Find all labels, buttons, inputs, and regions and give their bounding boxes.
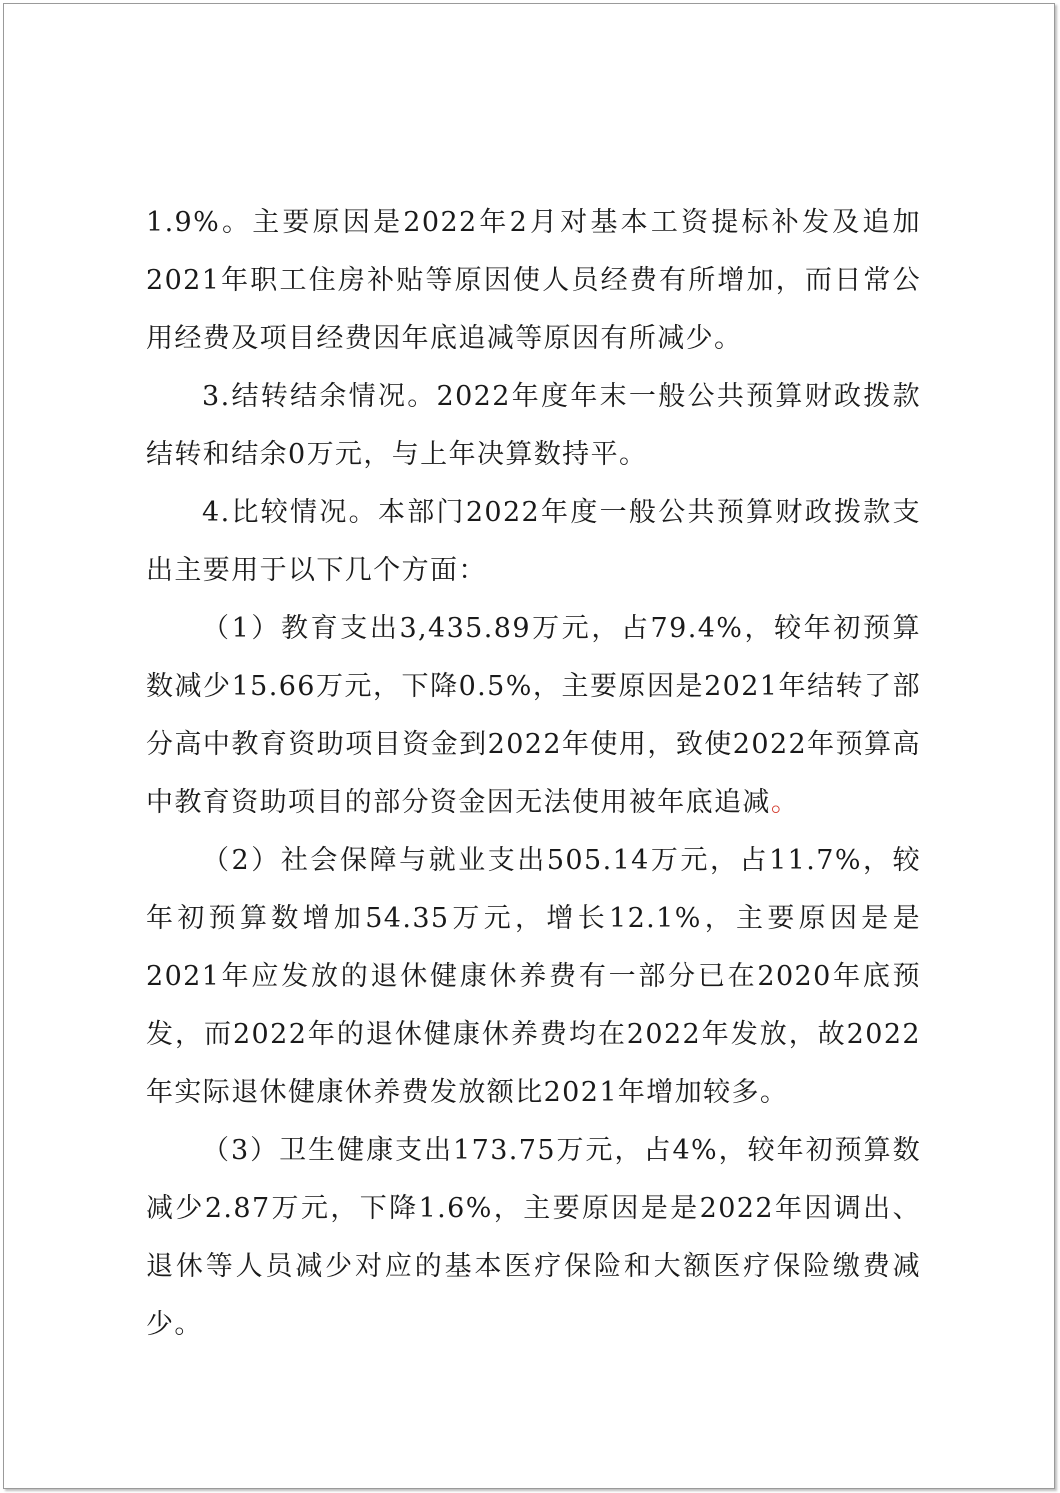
paragraph-social-security-expenditure: （2）社会保障与就业支出505.14万元，占11.7%，较年初预算数增加54.35万元，增长12.1%，主要原因是是2021年应发放的退休健康休养费有一部分已在2020年底预发，而2022年的退休健康休养费均在2022年发放，故2022年实际退休健康休养费发放额比2021年增加较多。 xyxy=(146,845,921,1108)
education-expenditure-text: （1）教育支出3,435.89万元，占79.4%，较年初预算数减少15.66万元，下降0.5%，主要原因是2021年结转了部分高中教育资助项目资金到2022年使用，致使2022年预算高中教育资助项目的部分资金因无法使用被年底追减 xyxy=(146,613,921,818)
paragraph-carryover-balance: 3.结转结余情况。2022年度年末一般公共预算财政拨款结转和结余0万元，与上年决算数持平。 xyxy=(146,381,921,470)
paragraph-education-expenditure xyxy=(146,600,921,832)
paragraph-continuation: 1.9%。主要原因是2022年2月对基本工资提标补发及追加2021年职工住房补贴等原因使人员经费有所增加，而日常公用经费及项目经费因年底追减等原因有所减少。 xyxy=(146,207,921,354)
document-body xyxy=(146,194,921,1354)
paragraph-comparison: 4.比较情况。本部门2022年度一般公共预算财政拨款支出主要用于以下几个方面： xyxy=(146,497,921,586)
paragraph-health-expenditure: （3）卫生健康支出173.75万元，占4%，较年初预算数减少2.87万元，下降1.6%，主要原因是是2022年因调出、退休等人员减少对应的基本医疗保险和大额医疗保险缴费减少。 xyxy=(146,1135,921,1340)
document-page xyxy=(3,3,1055,1489)
red-period-mark: 。 xyxy=(770,787,800,818)
